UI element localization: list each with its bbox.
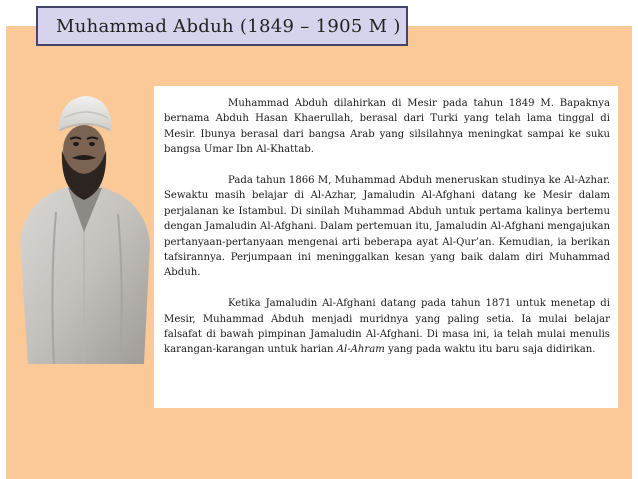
newspaper-name: Al-Ahram xyxy=(336,344,385,356)
biography-text-panel xyxy=(154,86,618,408)
paragraph-1-text: Muhammad Abduh dilahirkan di Mesir pada tahun 1849 M. Bapaknya bernama Abduh Hasan Khaerullah, berasal dari Turki yang telah lama tinggal di Mesir. Ibunya berasal dari bangsa Arab yang silsilahnya meningkat sampai ke suku bangsa Umar Ibn Al-Khattab. xyxy=(164,98,610,156)
paragraph-3-text-end: yang pada waktu itu baru saja didirikan. xyxy=(384,344,596,356)
paragraph-2-text: Pada tahun 1866 M, Muhammad Abduh meneruskan studinya ke Al-Azhar. Sewaktu masih belajar di Al-Azhar, Jamaludin Al-Afghani datang ke Mesir dalam perjalanan ke Istambul. Di sinilah Muhammad Abduh untuk pertama kalinya bertemu dengan Jamaludin Al-Afghani. Dalam pertemuan itu, Jamaludin Al-Afghani mengajukan pertanyaan-pertanyaan mengenai arti beberapa ayat Al-Qur’an. Kemudian, ia berikan tafsirannya. Perjumpaan ini meninggalkan kesan yang baik dalam diri Muhammad Abduh. xyxy=(164,175,610,279)
biography-paragraph-1 xyxy=(164,96,610,158)
slide-title: Muhammad Abduh (1849 – 1905 M ) xyxy=(36,6,408,46)
portrait-eye xyxy=(73,142,79,146)
biography-paragraph-3 xyxy=(164,296,610,358)
paragraph-3-text-start: Ketika Jamaludin Al-Afghani datang pada tahun 1871 untuk menetap di Mesir, Muhammad Abduh menjadi muridnya yang paling setia. Ia mulai belajar falsafat di bawah pimpinan Jamaludin Al-Afghani. Di masa ini, ia telah mulai menulis karangan-karangan untuk harian xyxy=(164,298,610,356)
biography-paragraph-2 xyxy=(164,173,610,281)
portrait-image xyxy=(10,92,156,364)
portrait-eye xyxy=(89,142,95,146)
